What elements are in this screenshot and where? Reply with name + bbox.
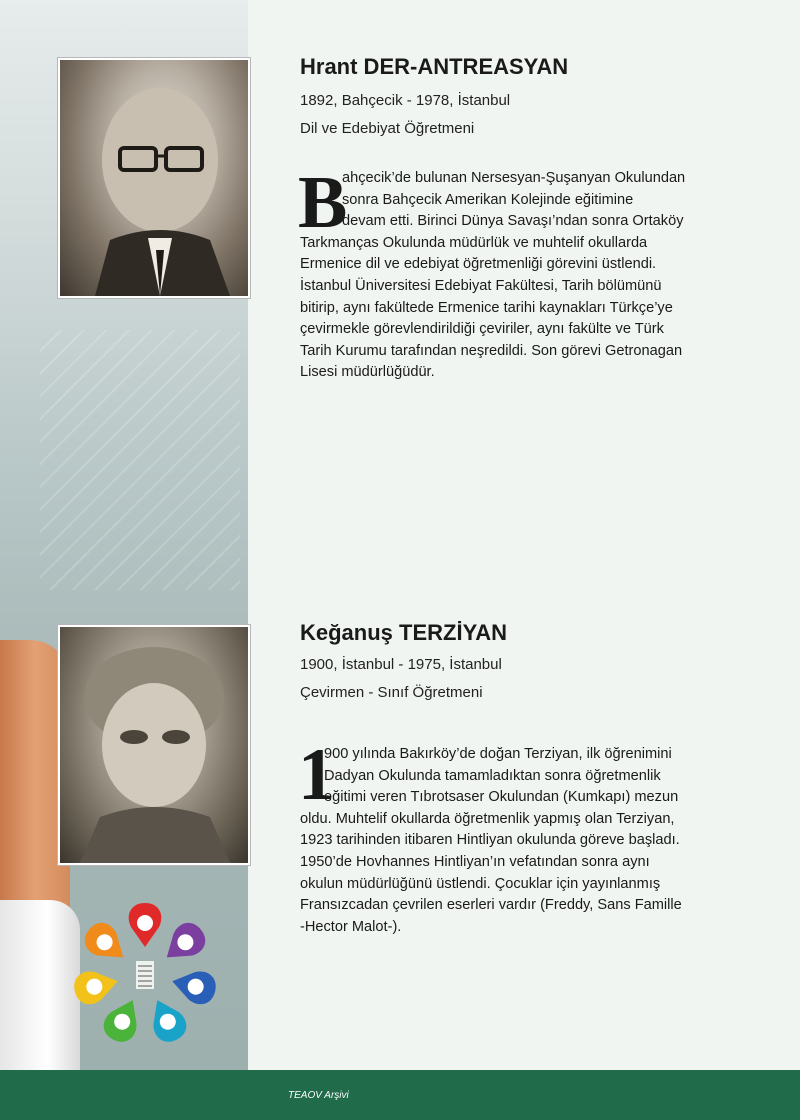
footer-bar [0,1070,800,1120]
person2-bio [300,744,772,938]
person2-name: Keğanuş TERZİYAN [300,620,508,645]
flower-logo [70,900,220,1050]
person2-bio-line: 900 yılında Bakırköy’de doğan Terziyan, ilk öğrenimini [324,746,672,762]
person1-name: Hrant DER-ANTREASYAN [300,54,569,79]
logo-petal-green-icon [99,993,148,1047]
logo-petal-red-icon [129,903,162,947]
person2-bio-line: 1923 tarihinden itibaren Hintliyan okulunda göreve başladı. [300,832,680,849]
person1-bio-line: devam etti. Birinci Dünya Savaşı’ndan sonra Ortaköy [342,213,684,230]
portrait-photo-keganus [58,625,250,865]
footer-archive-label: TEAOV Arşivi [288,1090,349,1101]
portrait-photo-hrant [58,58,250,298]
logo-petal-yellow-icon [71,965,121,1007]
person1-role: Dil ve Edebiyat Öğretmeni [300,120,475,137]
person2-dates: 1900, İstanbul - 1975, İstanbul [300,656,502,673]
sleeve-image [0,900,80,1070]
person2-role: Çevirmen - Sınıf Öğretmeni [300,684,483,701]
person2-bio-line: oldu. Muhtelif okullarda öğretmenlik yapmış olan Terziyan, [300,810,675,827]
person1-bio-line: çevirmekle görevlendirildiği çeviriler, aynı fakülte ve Türk [300,321,664,338]
logo-center-text [136,961,154,989]
person1-bio-line: ahçecik’de bulunan Nersesyan-Şuşanyan Okulundan [342,170,686,186]
person2-bio-line: Fransızcadan çevrilen eserleri vardır (Freddy, Sans Famille [300,897,682,914]
person1-bio-line: Tarkmanças Okulunda müdürlük ve muhtelif okullarda [300,234,648,251]
person2-bio-line: okulun müdürlüğünü üstlendi. Çocuklar için yayınlanmış [300,875,661,892]
person1-bio [298,162,772,384]
person1-bio-line: Tarih Kurumu tarafından neşredildi. Son görevi Getronagan [300,342,683,359]
person1-bio-line: Lisesi müdürlüğüdür. [300,364,435,381]
person2-dropcap: 1 [298,734,335,816]
logo-petal-purple-icon [156,917,211,970]
person1-bio-line: sonra Bahçecik Amerikan Kolejinde eğitimine [342,191,634,208]
person1-bio-line: Ermenice dil ve edebiyat öğretmenliği görevini üstlendi. [300,256,657,273]
logo-petal-teal-icon [143,993,192,1047]
person2-bio-line: -Hector Malot-). [300,918,402,935]
person1-bio-line: İstanbul Üniversitesi Edebiyat Fakültesi, Tarih bölümünü [300,277,662,294]
person2-bio-line: eğitimi veren Tıbrotsaser Okulundan (Kumkapı) mezun [324,789,679,806]
logo-petal-blue-icon [169,965,219,1007]
person1-dates: 1892, Bahçecik - 1978, İstanbul [300,92,511,109]
person1-dropcap: B [298,162,348,244]
person2-bio-line: 1950’de Hovhannes Hintliyan’ın vefatından sonra aynı [300,853,650,870]
chalk-marks [40,330,240,590]
logo-petal-orange-icon [79,917,134,970]
person2-bio-line: Dadyan Okulunda tamamladıktan sonra öğretmenlik [324,767,661,784]
person1-bio-line: bitirip, aynı fakültede Ermenice tarihi kaynakları Türkçe’ye [300,299,673,316]
